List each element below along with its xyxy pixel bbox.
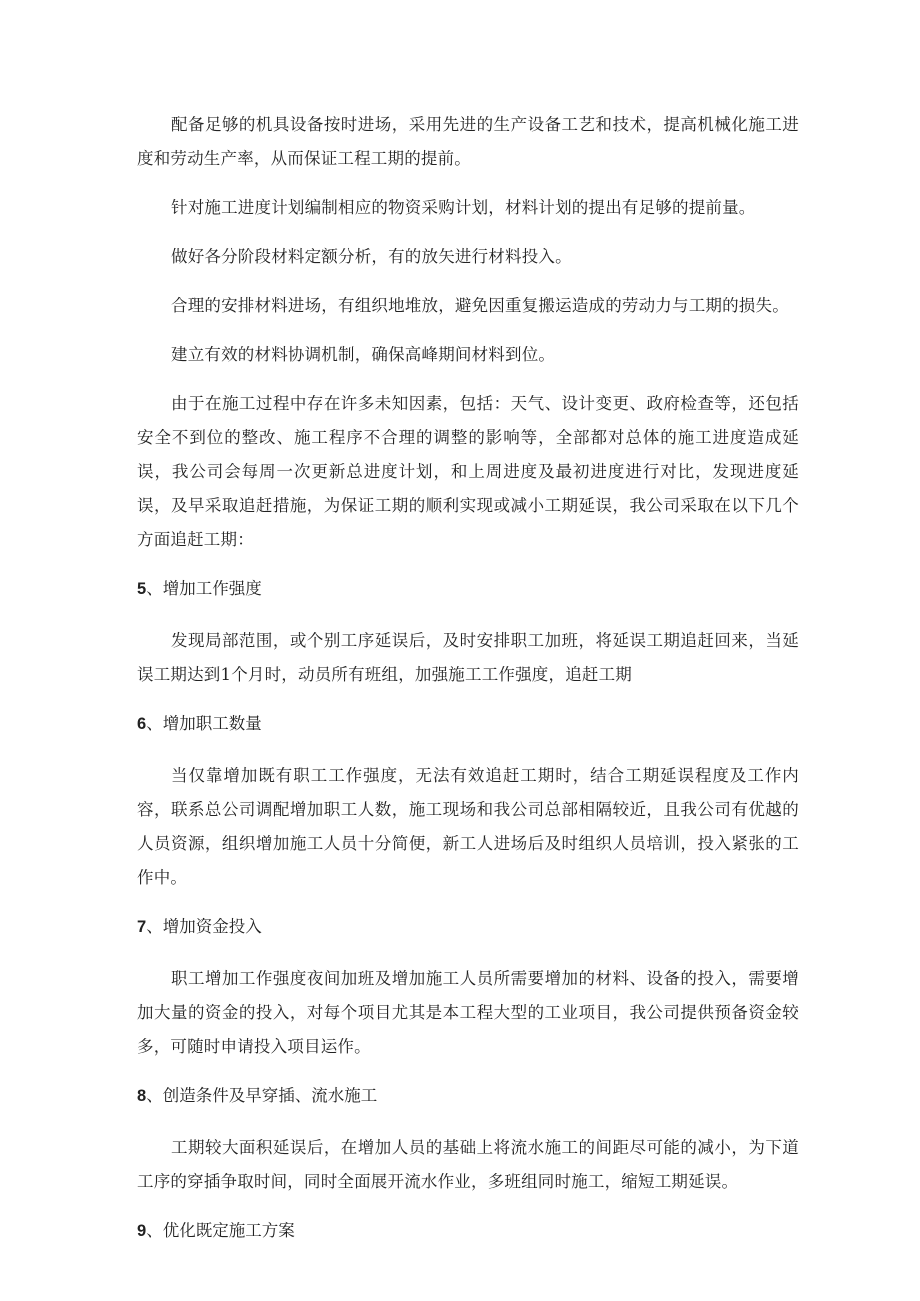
section-heading-7 <box>137 910 799 944</box>
section-body-6: 当仅靠增加既有职工工作强度，无法有效追赶工期时，结合工期延误程度及工作内容，联系总公司调配增加职工人数，施工现场和我公司总部相隔较近，且我公司有优越的人员资源，组织增加施工人员十分简便，新工人进场后及时组织人员培训，投入紧张的工作中。 <box>137 766 799 887</box>
paragraph-procurement-plan: 针对施工进度计划编制相应的物资采购计划，材料计划的提出有足够的提前量。 <box>171 198 756 217</box>
section-heading-5 <box>137 572 799 606</box>
section-number: 6 <box>137 715 147 733</box>
paragraph-material-quota: 做好各分阶段材料定额分析，有的放矢进行材料投入。 <box>171 247 572 266</box>
section-number: 7 <box>137 918 147 936</box>
section-separator: 、 <box>146 579 163 598</box>
section-number: 8 <box>137 1087 147 1105</box>
section-separator: 、 <box>146 714 163 733</box>
section-heading-9 <box>137 1214 799 1248</box>
section-title: 增加工作强度 <box>162 579 262 598</box>
section-heading-6 <box>137 707 799 741</box>
section-body-8: 工期较大面积延误后，在增加人员的基础上将流水施工的间距尽可能的减小，为下道工序的穿插争取时间，同时全面展开流水作业，多班组同时施工，缩短工期延误。 <box>137 1138 799 1191</box>
section-number: 9 <box>137 1222 147 1240</box>
paragraph-material-arrival: 合理的安排材料进场，有组织地堆放，避免因重复搬运造成的劳动力与工期的损失。 <box>171 296 789 315</box>
paragraph-delay-factors: 由于在施工过程中存在许多未知因素，包括：天气、设计变更、政府检查等，还包括安全不到位的整改、施工程序不合理的调整的影响等，全部都对总体的施工进度造成延误，我公司会每周一次更新总进度计划，和上周进度及最初进度进行对比，发现进度延误，及早采取追赶措施，为保证工期的顺利实现或减小工期延误，我公司采取在以下几个方面追赶工期： <box>137 394 799 549</box>
section-title: 创造条件及早穿插、流水施工 <box>162 1086 378 1105</box>
section-title: 增加职工数量 <box>162 714 262 733</box>
section-separator: 、 <box>146 1086 163 1105</box>
document-body <box>137 108 799 1266</box>
section-number: 5 <box>137 580 147 598</box>
section-body-7: 职工增加工作强度夜间加班及增加施工人员所需要增加的材料、设备的投入，需要增加大量的资金的投入，对每个项目尤其是本工程大型的工业项目，我公司提供预备资金较多，可随时申请投入项目运作。 <box>137 969 799 1056</box>
paragraph-equipment: 配备足够的机具设备按时进场，采用先进的生产设备工艺和技术，提高机械化施工进度和劳动生产率，从而保证工程工期的提前。 <box>137 115 799 168</box>
section-heading-8 <box>137 1079 799 1113</box>
section-separator: 、 <box>146 917 163 936</box>
section-title: 优化既定施工方案 <box>162 1221 295 1240</box>
paragraph-coordination: 建立有效的材料协调机制，确保高峰期间材料到位。 <box>171 345 556 364</box>
section-separator: 、 <box>146 1221 163 1240</box>
section-title: 增加资金投入 <box>162 917 262 936</box>
section-body-5: 发现局部范围，或个别工序延误后，及时安排职工加班，将延误工期追赶回来，当延误工期达到1个月时，动员所有班组，加强施工工作强度，追赶工期 <box>137 631 799 684</box>
